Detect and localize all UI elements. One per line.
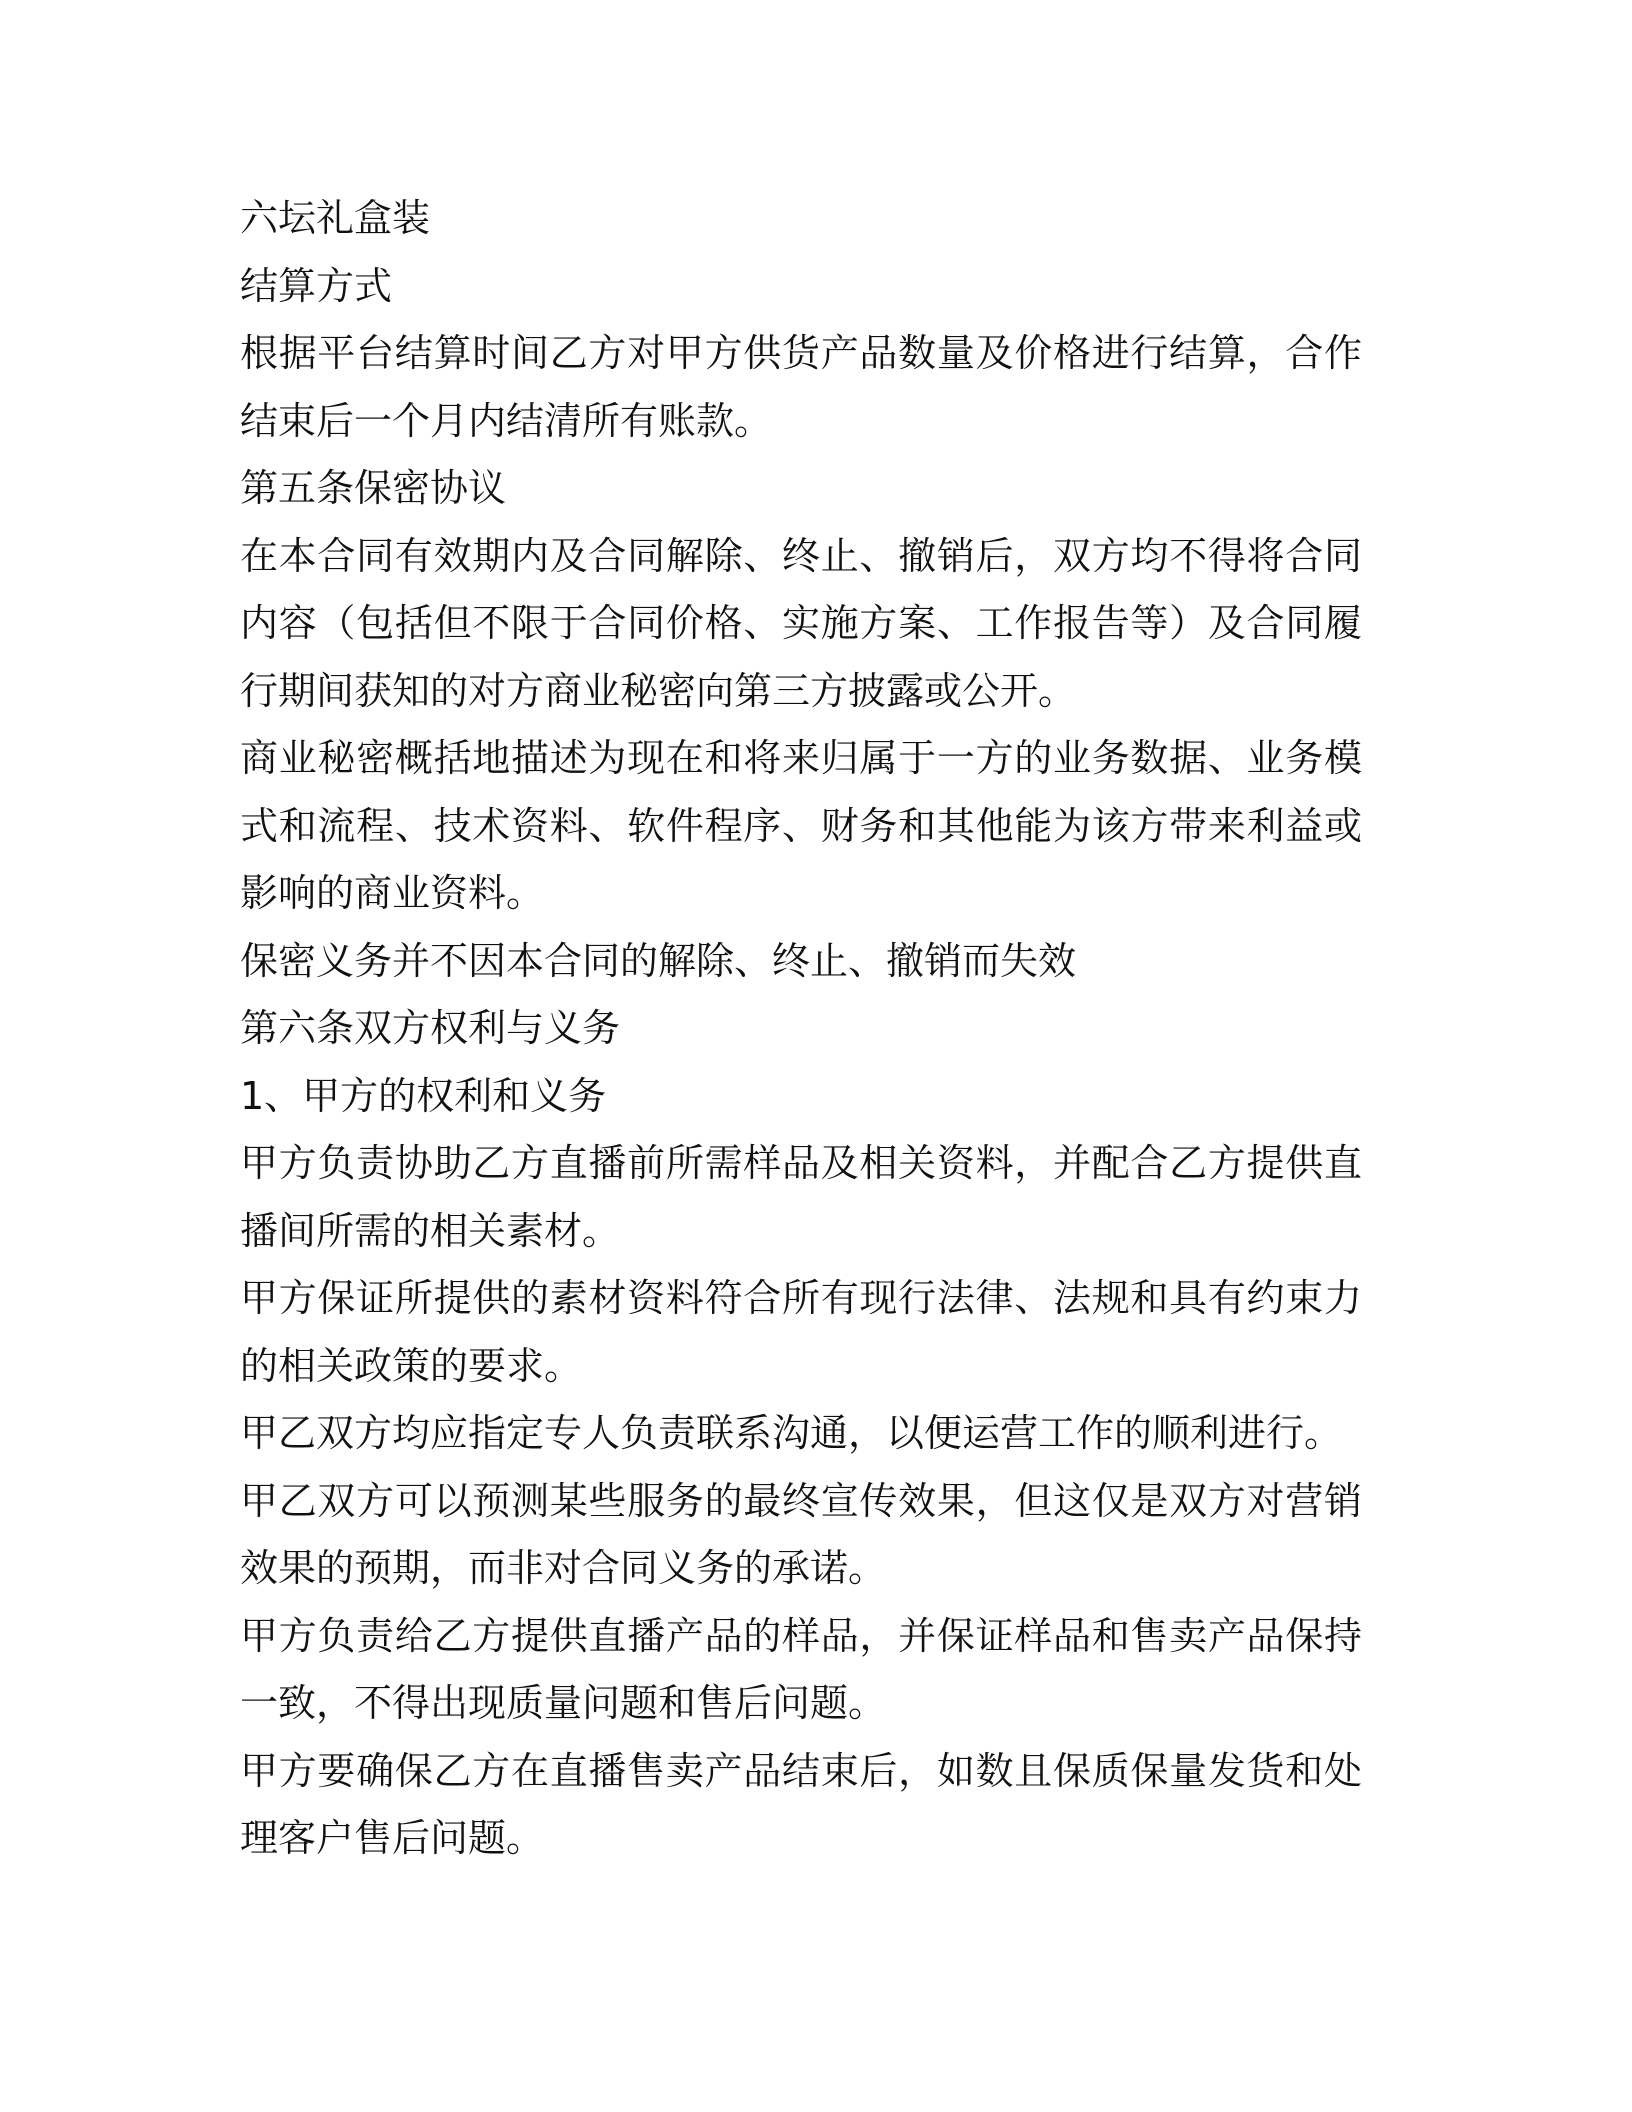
heading-settlement-method: 结算方式	[240, 263, 393, 308]
paragraph-confidentiality-scope: 在本合同有效期内及合同解除、终止、撤销后，双方均不得将合同内容（包括但不限于合同价格、实施方案、工作报告等）及合同履行期间获知的对方商业秘密向第三方披露或公开。	[240, 533, 1362, 713]
heading-article-6-rights-obligations: 第六条双方权利与义务	[240, 1006, 621, 1050]
document-body	[240, 185, 1362, 1873]
paragraph-settlement-terms: 根据平台结算时间乙方对甲方供货产品数量及价格进行结算，合作结束后一个月内结清所有账款。	[240, 331, 1362, 443]
paragraph-party-a-samples: 甲方负责协助乙方直播前所需样品及相关资料，并配合乙方提供直播间所需的相关素材。	[240, 1141, 1362, 1253]
heading-party-a-rights: 1、甲方的权利和义务	[240, 1073, 607, 1118]
paragraph-contact-persons: 甲乙双方均应指定专人负责联系沟通，以便运营工作的顺利进行。	[240, 1411, 1343, 1455]
paragraph-marketing-expectation: 甲乙双方可以预测某些服务的最终宣传效果，但这仅是双方对营销效果的预期，而非对合同义务的承诺。	[240, 1478, 1362, 1590]
paragraph-shipping-after-sales: 甲方要确保乙方在直播售卖产品结束后，如数且保质保量发货和处理客户售后问题。	[240, 1748, 1362, 1860]
paragraph-product-consistency: 甲方负责给乙方提供直播产品的样品，并保证样品和售卖产品保持一致，不得出现质量问题和售后问题。	[240, 1613, 1362, 1725]
paragraph-trade-secret-definition: 商业秘密概括地描述为现在和将来归属于一方的业务数据、业务模式和流程、技术资料、软件程序、财务和其他能为该方带来利益或影响的商业资料。	[240, 736, 1362, 915]
heading-article-5-confidentiality: 第五条保密协议	[240, 466, 507, 510]
paragraph-party-a-compliance: 甲方保证所提供的素材资料符合所有现行法律、法规和具有约束力的相关政策的要求。	[240, 1276, 1362, 1388]
paragraph-confidentiality-survival: 保密义务并不因本合同的解除、终止、撤销而失效	[240, 938, 1077, 983]
heading-product-package: 六坛礼盒装	[240, 196, 431, 240]
